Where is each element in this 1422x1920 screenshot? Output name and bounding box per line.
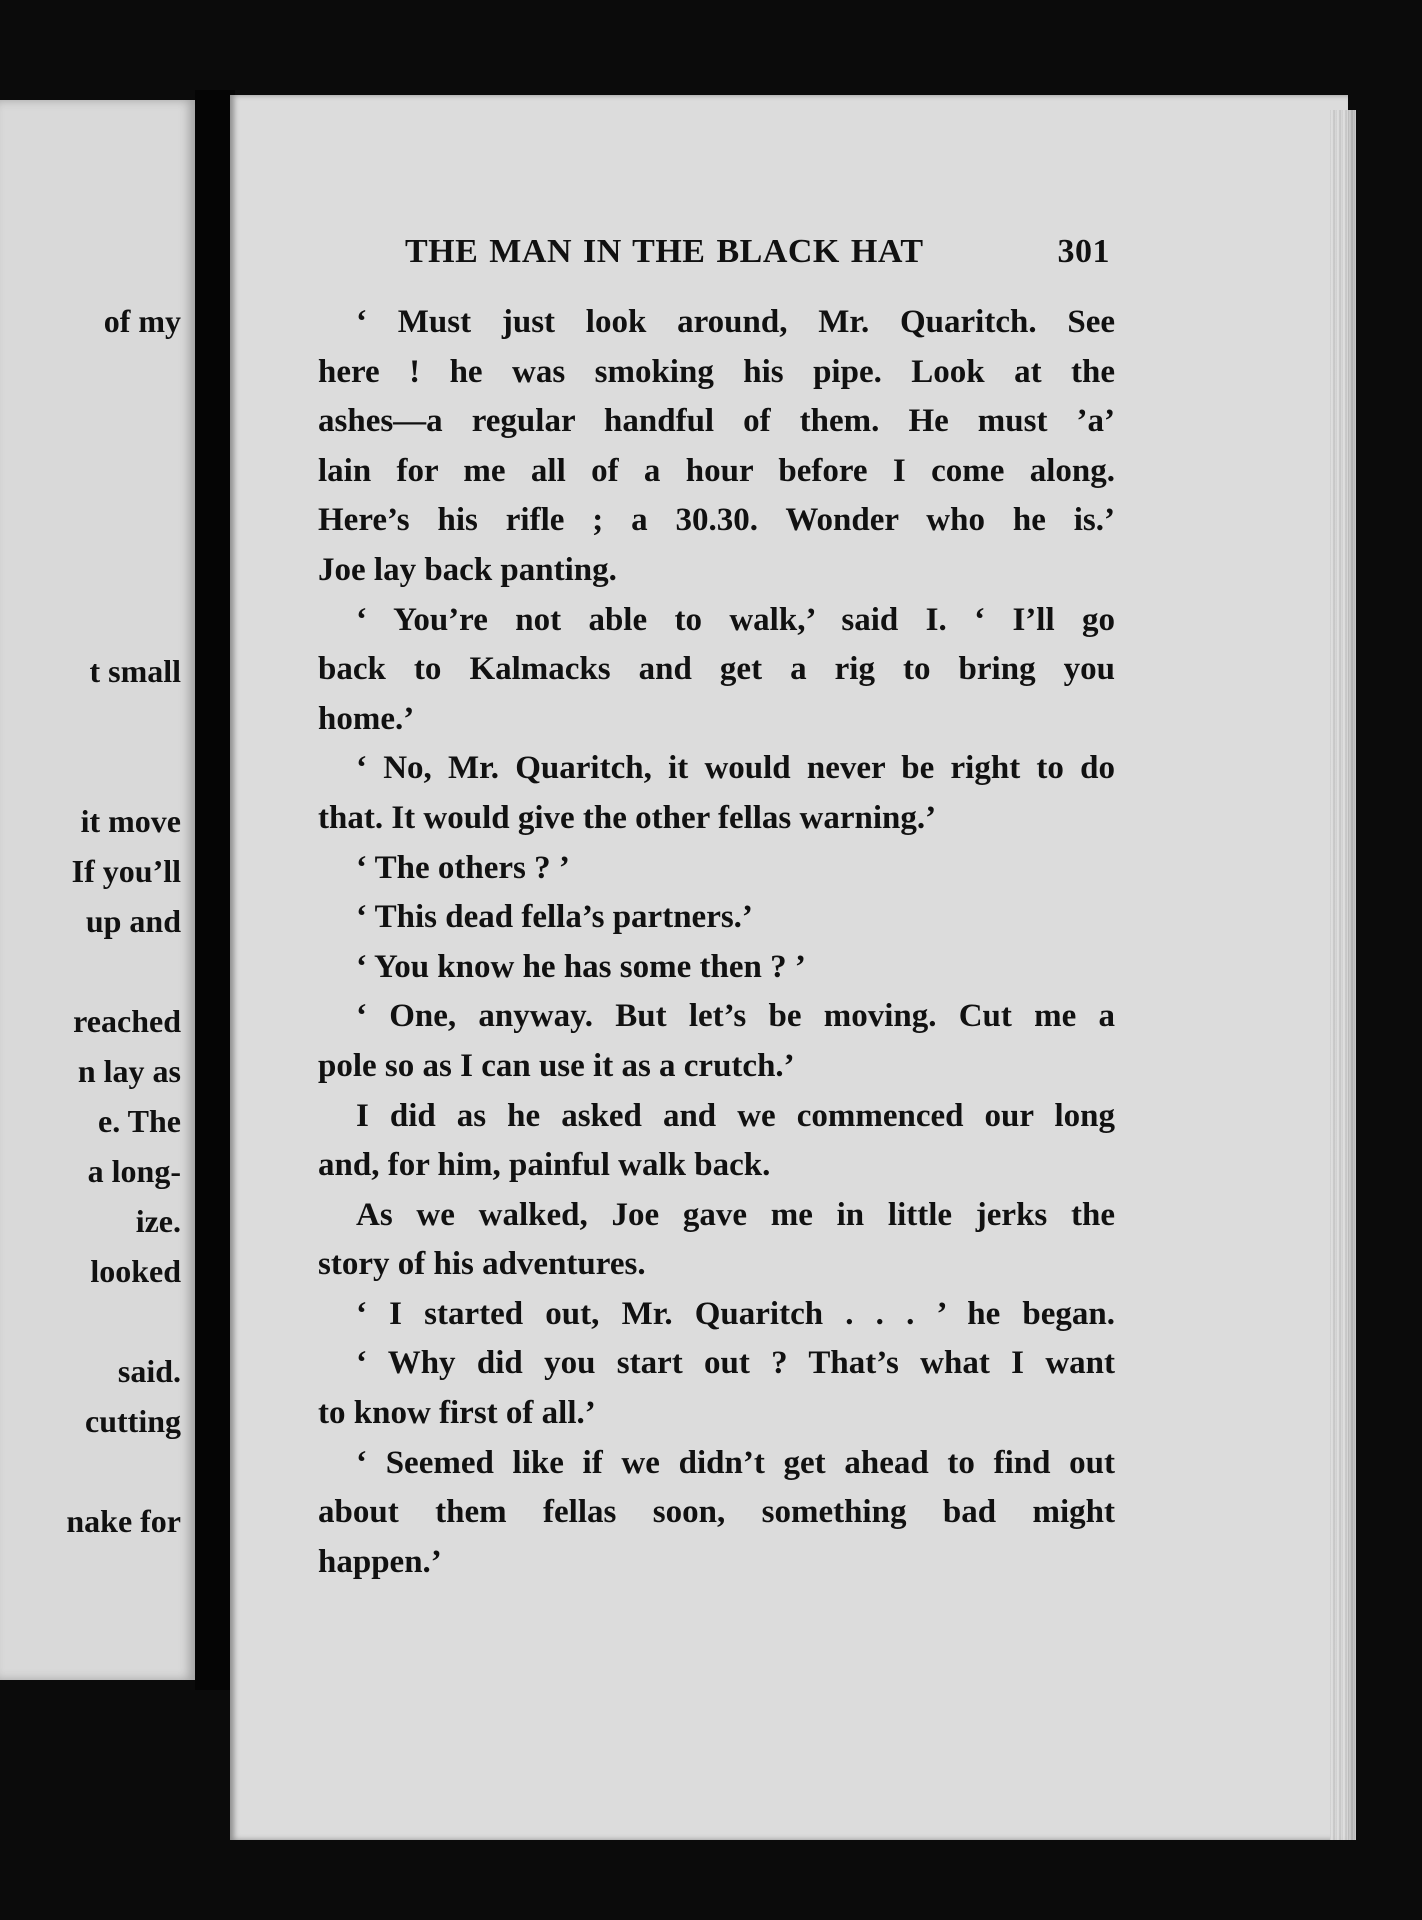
text-line: ashes—a regular handful of them. He must ’a’ [318, 403, 1115, 440]
text-line: ‘ This dead fella’s partners.’ [356, 899, 753, 936]
left-page-fragment: cutting [85, 1403, 181, 1439]
text-line: ‘ You’re not able to walk,’ said I. ‘ I’ll go [356, 601, 1115, 638]
text-line: lain for me all of a hour before I come along. [318, 452, 1115, 489]
text-line: back to Kalmacks and get a rig to bring you [318, 651, 1115, 688]
text-line: to know first of all.’ [318, 1395, 596, 1432]
running-head-title: THE MAN IN THE BLACK HAT [405, 233, 924, 270]
text-line: pole so as I can use it as a crutch.’ [318, 1047, 795, 1084]
text-line: Joe lay back panting. [318, 551, 617, 588]
left-page-fragment: If you’ll [71, 853, 181, 889]
text-line: here ! he was smoking his pipe. Look at the [318, 353, 1115, 390]
text-line: ‘ You know he has some then ? ’ [356, 948, 806, 985]
left-page-fragment: t small [89, 653, 181, 689]
text-line: ‘ Seemed like if we didn’t get ahead to find out [356, 1444, 1115, 1481]
book-gutter [195, 90, 235, 1690]
left-page-fragment: it move [80, 803, 181, 839]
left-page-fragment: nake for [66, 1503, 181, 1539]
text-line: that. It would give the other fellas warning.’ [318, 799, 937, 836]
text-line: ‘ Why did you start out ? That’s what I want [356, 1345, 1115, 1382]
text-line: happen.’ [318, 1543, 442, 1580]
text-line: I did as he asked and we commenced our long [356, 1097, 1115, 1134]
text-line: ‘ The others ? ’ [356, 849, 570, 886]
left-page-fragment: said. [117, 1353, 181, 1389]
left-page-fragment: a long- [87, 1153, 181, 1189]
left-page-fragment: e. The [98, 1103, 181, 1139]
left-page-fragment: ize. [135, 1203, 181, 1239]
text-line: ‘ I started out, Mr. Quaritch . . . ’ he began. [356, 1295, 1115, 1332]
page-edge [1330, 110, 1356, 1840]
left-page-fragment: up and [85, 903, 181, 939]
text-line: ‘ No, Mr. Quaritch, it would never be right to do [356, 750, 1115, 787]
body-text [318, 298, 1115, 1587]
text-line: ‘ Must just look around, Mr. Quaritch. See [356, 304, 1115, 340]
left-page-fragment: of my [103, 303, 181, 339]
text-line: home.’ [318, 700, 415, 737]
text-line: and, for him, painful walk back. [318, 1147, 771, 1184]
text-line: story of his adventures. [318, 1246, 646, 1283]
text-line: ‘ One, anyway. But let’s be moving. Cut me a [356, 998, 1115, 1035]
text-line: Here’s his rifle ; a 30.30. Wonder who he is.’ [318, 502, 1115, 539]
page-number: 301 [1057, 233, 1110, 270]
left-page-fragment: n lay as [77, 1053, 181, 1089]
left-page-fragment: looked [90, 1253, 181, 1289]
text-line: As we walked, Joe gave me in little jerks the [356, 1196, 1115, 1233]
text-line: about them fellas soon, something bad might [318, 1494, 1115, 1531]
running-head [405, 233, 1110, 271]
left-page [0, 100, 195, 1680]
left-page-fragment: reached [73, 1003, 181, 1039]
